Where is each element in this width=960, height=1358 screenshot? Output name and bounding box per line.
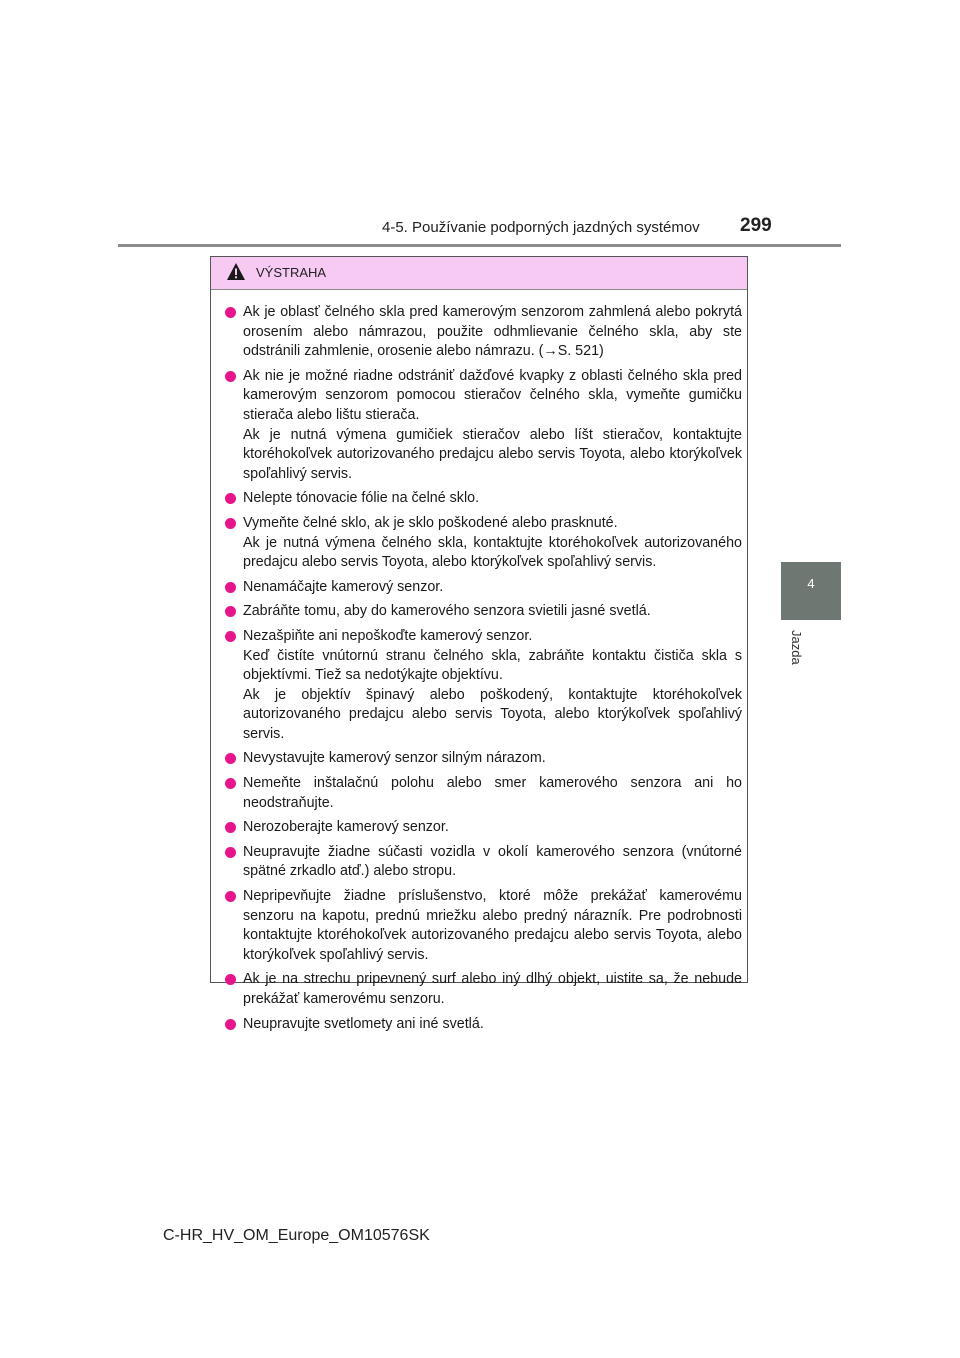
warning-item-text: Zabráňte tomu, aby do kamerového senzora svietili jasné svetlá. [243,603,651,620]
chapter-tab [781,562,841,620]
warning-item-text: Nemeňte inštalačnú polohu alebo smer kamerového senzora ani ho neodstraňujte. [243,775,742,811]
warning-item-text: Ak je objektív špinavý alebo poškodený, kontaktujte ktoréhokoľvek autorizovaného predajcu alebo servis Toyota, alebo ktorýkoľvek spoľahlivý servis. [243,686,742,742]
warning-item-text: Nenamáčajte kamerový senzor. [243,578,444,595]
warning-item [225,489,742,509]
bullet-icon [225,582,236,593]
warning-item-text: Nerozoberajte kamerový senzor. [243,819,449,836]
bullet-icon [225,753,236,764]
bullet-icon [225,606,236,617]
warning-item-text: Vymeňte čelné sklo, ak je sklo poškodené alebo prasknuté. [243,514,618,531]
warning-item-text: Nepripevňujte žiadne príslušenstvo, ktoré môže prekážať kamerovému senzoru na kapotu, prednú mriežku alebo predný nárazník. Pre podrobnosti kontaktujte ktoréhokoľvek autorizovaného predajcu alebo servis Toyota, alebo ktorýkoľvek spoľahlivý servis. [243,888,742,963]
bullet-icon [225,974,236,985]
warning-header [211,257,747,290]
bullet-icon [225,371,236,382]
warning-item [225,818,742,838]
bullet-icon [225,518,236,529]
bullet-icon [225,778,236,789]
warning-item-text: Keď čistíte vnútornú stranu čelného skla, zabráňte kontaktu čističa skla s objektívmi. Tiež sa nedotýkajte objektívu. [243,647,742,684]
warning-item-text: Ak je na strechu pripevnený surf alebo iný dlhý objekt, uistite sa, že nebude prekážať kamerovému senzoru. [243,971,742,1007]
warning-item [225,774,742,813]
warning-item [225,602,742,622]
warning-item-text: Ak je nutná výmena gumičiek stieračov alebo líšt stieračov, kontaktujte ktoréhokoľvek autorizovaného predajcu alebo servis Toyota, alebo ktorýkoľvek spoľahlivý servis. [243,426,742,482]
bullet-icon [225,891,236,902]
warning-item [225,367,742,485]
chapter-number: 4 [807,576,815,591]
page-number: 299 [740,215,772,236]
warning-title: VÝSTRAHA [256,265,327,280]
warning-item [225,749,742,769]
bullet-icon [225,1019,236,1030]
header-divider [118,244,841,247]
section-title: 4-5. Používanie podporných jazdných systémov [382,219,700,236]
warning-item-text: Ak je oblasť čelného skla pred kamerovým senzorom zahmlená alebo pokrytá orosením alebo námrazou, použite odhmlievanie čelného skla, aby ste odstránili zahmlenie, orosenie alebo námrazu. (→S. 521) [243,304,742,360]
warning-item [225,843,742,882]
chapter-label: Jazda [789,630,804,665]
warning-item-text: Neupravujte žiadne súčasti vozidla v okolí kamerového senzora (vnútorné spätné zrkadlo atď.) alebo stropu. [243,843,742,880]
warning-item-text: Nevystavujte kamerový senzor silným nárazom. [243,750,546,767]
warning-item [225,887,742,965]
bullet-icon [225,847,236,858]
warning-list [211,290,747,1034]
warning-item [225,578,742,598]
warning-item-text: Ak nie je možné riadne odstrániť dažďové kvapky z oblasti čelného skla pred kamerovým senzorom pomocou stieračov čelného skla, vymeňte gumičku stierača alebo lištu stierača. [243,367,742,423]
warning-box [210,256,748,1032]
warning-item [225,303,742,362]
bullet-icon [225,307,236,318]
document-code: C-HR_HV_OM_Europe_OM10576SK [163,1227,430,1244]
bullet-icon [225,493,236,504]
warning-item-text: Neupravujte svetlomety ani iné svetlá. [243,1015,484,1032]
bullet-icon [225,631,236,642]
warning-item-text: Nelepte tónovacie fólie na čelné sklo. [243,490,480,507]
warning-item [225,970,742,1009]
warning-item-text: Ak je nutná výmena čelného skla, kontaktujte ktoréhokoľvek autorizovaného predajcu alebo servis Toyota, alebo ktorýkoľvek spoľahlivý servis. [243,534,742,571]
warning-item [225,627,742,745]
bullet-icon [225,822,236,833]
warning-triangle-icon [226,262,246,281]
warning-item [225,514,742,573]
warning-item-text: Nezašpiňte ani nepoškoďte kamerový senzor. [243,627,533,644]
warning-item [225,1015,742,1035]
